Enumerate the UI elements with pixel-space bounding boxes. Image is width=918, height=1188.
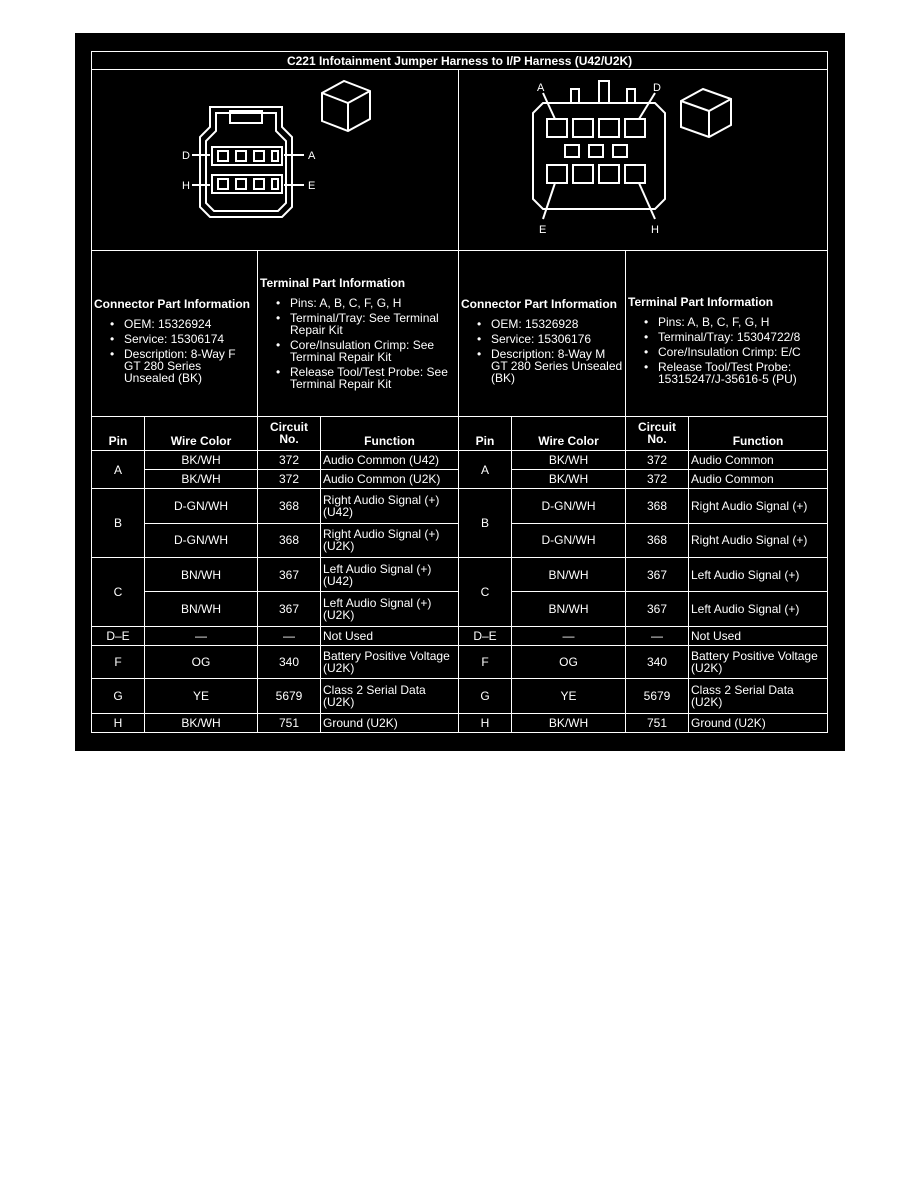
wire-color-cell: D-GN/WH — [145, 523, 258, 557]
table-header-row — [92, 416, 828, 450]
right-terminal-info-title: Terminal Part Information — [628, 295, 774, 310]
function-cell: Right Audio Signal (+) (U2K) — [321, 523, 459, 557]
function-cell: Left Audio Signal (+) — [689, 558, 828, 592]
left-terminal-item: • Release Tool/Test Probe: See Terminal Repair Kit — [276, 366, 456, 390]
left-pin-label-d: D — [182, 150, 190, 163]
header-function: Function — [321, 416, 459, 450]
circuit-cell: 751 — [626, 713, 689, 732]
right-terminal-item: • Core/Insulation Crimp: E/C — [644, 346, 825, 358]
table-row — [92, 646, 828, 679]
left-connector-item: • Description: 8-Way F GT 280 Series Unsealed (BK) — [110, 348, 255, 384]
right-connector-item: • Description: 8-Way M GT 280 Series Unsealed (BK) — [477, 348, 623, 384]
pin-cell: B — [459, 489, 512, 558]
right-terminal-item: • Pins: A, B, C, F, G, H — [644, 316, 825, 328]
left-terminal-item: • Terminal/Tray: See Terminal Repair Kit — [276, 312, 456, 336]
pin-cell: F — [459, 646, 512, 679]
table-row — [92, 713, 828, 732]
left-pin-label-a: A — [308, 150, 316, 163]
function-cell: Class 2 Serial Data (U2K) — [321, 679, 459, 713]
pin-cell: G — [92, 679, 145, 713]
function-cell: Ground (U2K) — [689, 713, 828, 732]
circuit-cell: 368 — [626, 523, 689, 557]
right-terminal-item: • Terminal/Tray: 15304722/8 — [644, 331, 825, 343]
function-cell: Left Audio Signal (+) (U2K) — [321, 592, 459, 626]
left-terminal-part-info — [258, 251, 459, 417]
function-cell: Left Audio Signal (+) (U42) — [321, 558, 459, 592]
table-row — [92, 489, 828, 523]
circuit-cell: 367 — [626, 558, 689, 592]
circuit-cell: 368 — [258, 523, 321, 557]
pin-cell: H — [459, 713, 512, 732]
right-terminal-item: • Release Tool/Test Probe: 15315247/J-35616-5 (PU) — [644, 361, 825, 385]
header-pin: Pin — [459, 416, 512, 450]
wire-color-cell: D-GN/WH — [145, 489, 258, 523]
pin-cell: H — [92, 713, 145, 732]
right-pin-label-a: A — [537, 82, 545, 95]
wire-color-cell: OG — [145, 646, 258, 679]
wire-color-cell: — — [512, 626, 626, 645]
table-row — [92, 626, 828, 645]
right-connector-part-info — [459, 251, 626, 417]
right-connector-info-title: Connector Part Information — [461, 296, 618, 311]
wire-color-cell: BK/WH — [145, 451, 258, 470]
function-cell: Right Audio Signal (+) — [689, 523, 828, 557]
left-connector-info-title: Connector Part Information — [94, 296, 251, 311]
left-terminal-item: • Pins: A, B, C, F, G, H — [276, 297, 456, 309]
left-connector-diagram — [92, 70, 459, 251]
wire-color-cell: BK/WH — [145, 713, 258, 732]
wire-color-cell: — — [145, 626, 258, 645]
right-terminal-part-info — [626, 251, 828, 417]
circuit-cell: 372 — [626, 451, 689, 470]
wire-color-cell: BN/WH — [512, 592, 626, 626]
circuit-cell: 5679 — [258, 679, 321, 713]
function-cell: Not Used — [689, 626, 828, 645]
connector-document — [75, 33, 845, 751]
male-connector-drawing — [459, 71, 827, 247]
wire-color-cell: D-GN/WH — [512, 489, 626, 523]
header-function: Function — [689, 416, 828, 450]
wire-color-cell: BN/WH — [512, 558, 626, 592]
wire-color-cell: BN/WH — [145, 592, 258, 626]
left-connector-part-info — [92, 251, 258, 417]
right-connector-item: • Service: 15306176 — [477, 333, 623, 345]
wire-color-cell: OG — [512, 646, 626, 679]
circuit-cell: 372 — [258, 470, 321, 489]
pin-cell: D–E — [459, 626, 512, 645]
right-pin-label-e: E — [539, 224, 547, 237]
table-row — [92, 558, 828, 592]
right-connector-item: • OEM: 15326928 — [477, 318, 623, 330]
wire-color-cell: BK/WH — [512, 713, 626, 732]
right-pin-label-h: H — [651, 224, 659, 237]
function-cell: Battery Positive Voltage (U2K) — [689, 646, 828, 679]
pin-cell: C — [459, 558, 512, 627]
table-row — [92, 451, 828, 470]
pin-cell: G — [459, 679, 512, 713]
circuit-cell: 368 — [626, 489, 689, 523]
circuit-cell: 367 — [258, 592, 321, 626]
wire-color-cell: YE — [512, 679, 626, 713]
table-row — [92, 679, 828, 713]
pin-cell: A — [459, 451, 512, 489]
left-connector-item: • OEM: 15326924 — [110, 318, 255, 330]
left-pin-label-h: H — [182, 180, 190, 193]
function-cell: Left Audio Signal (+) — [689, 592, 828, 626]
function-cell: Right Audio Signal (+) (U42) — [321, 489, 459, 523]
function-cell: Not Used — [321, 626, 459, 645]
left-pin-label-e: E — [308, 180, 316, 193]
wire-color-cell: BK/WH — [512, 451, 626, 470]
header-circuit-no: Circuit No. — [626, 416, 689, 450]
pin-cell: B — [92, 489, 145, 558]
pin-cell: C — [92, 558, 145, 627]
wire-color-cell: BK/WH — [512, 470, 626, 489]
right-connector-diagram — [459, 70, 828, 251]
function-cell: Audio Common (U42) — [321, 451, 459, 470]
function-cell: Audio Common — [689, 470, 828, 489]
circuit-cell: — — [258, 626, 321, 645]
function-cell: Audio Common — [689, 451, 828, 470]
left-terminal-item: • Core/Insulation Crimp: See Terminal Repair Kit — [276, 339, 456, 363]
circuit-cell: — — [626, 626, 689, 645]
left-terminal-info-title: Terminal Part Information — [260, 276, 406, 291]
circuit-cell: 5679 — [626, 679, 689, 713]
circuit-cell: 751 — [258, 713, 321, 732]
header-wire-color: Wire Color — [512, 416, 626, 450]
function-cell: Right Audio Signal (+) — [689, 489, 828, 523]
page-title: C221 Infotainment Jumper Harness to I/P Harness (U42/U2K) — [92, 52, 828, 70]
left-connector-item: • Service: 15306174 — [110, 333, 255, 345]
connector-table — [91, 51, 828, 733]
circuit-cell: 367 — [258, 558, 321, 592]
pin-cell: F — [92, 646, 145, 679]
function-cell: Battery Positive Voltage (U2K) — [321, 646, 459, 679]
wire-color-cell: D-GN/WH — [512, 523, 626, 557]
right-pin-label-d: D — [653, 82, 661, 95]
pin-cell: D–E — [92, 626, 145, 645]
header-wire-color: Wire Color — [145, 416, 258, 450]
function-cell: Ground (U2K) — [321, 713, 459, 732]
circuit-cell: 372 — [258, 451, 321, 470]
function-cell: Class 2 Serial Data (U2K) — [689, 679, 828, 713]
circuit-cell: 368 — [258, 489, 321, 523]
wire-color-cell: YE — [145, 679, 258, 713]
header-circuit-no: Circuit No. — [258, 416, 321, 450]
header-pin: Pin — [92, 416, 145, 450]
wire-color-cell: BN/WH — [145, 558, 258, 592]
wire-color-cell: BK/WH — [145, 470, 258, 489]
circuit-cell: 372 — [626, 470, 689, 489]
circuit-cell: 367 — [626, 592, 689, 626]
female-connector-drawing — [92, 71, 458, 247]
pin-cell: A — [92, 451, 145, 489]
function-cell: Audio Common (U2K) — [321, 470, 459, 489]
circuit-cell: 340 — [258, 646, 321, 679]
circuit-cell: 340 — [626, 646, 689, 679]
